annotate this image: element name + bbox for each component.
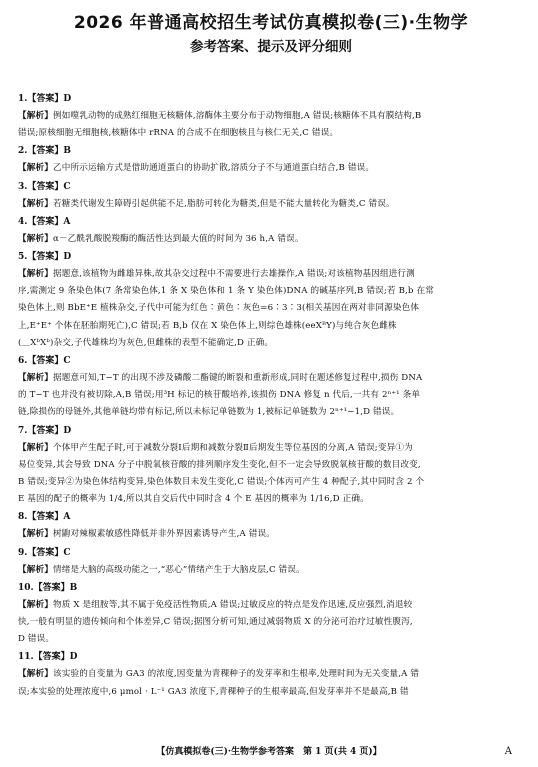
explanation-line: 上,E⁺E⁺ 个体在胚胎期死亡),C 错误;若 B,b 仅在 X 染色体上,则综色雄株(eeXᴮY)与纯合灰色雌株 [18, 320, 397, 331]
page-footer: 【仿真模拟卷(三)·生物学参考答案 第 1 页(共 4 页)】 [156, 747, 382, 757]
answer-explanation [18, 597, 524, 649]
explanation-line [18, 526, 524, 543]
explanation-text: 若糖类代谢发生障碍引起供能不足,脂肪可转化为糖类,但是不能大量转化为糖类,C 错误。 [52, 198, 395, 209]
answer-item [18, 213, 524, 248]
answer-list [18, 90, 524, 701]
explanation-line: 误;本实验的处理浓度中,6 μmol · L⁻¹ GA3 浓度下,青稞种子的生根率最高,但发芽率并不是最高,B 错 [18, 686, 409, 697]
explanation-line [18, 196, 524, 213]
answer-key: 4.【答案】A [18, 216, 71, 227]
answer-explanation [18, 666, 524, 700]
explanation-line: D 错误。 [18, 634, 55, 645]
answer-explanation [18, 370, 524, 422]
explanation-text: 据题意,该植物为雌雄异株,故其杂交过程中不需要进行去雄操作,A 错误;对该植物基因组进行测 [52, 269, 415, 280]
explanation-line: 的 T−T 也并没有被切除,A,B 错误;用³H 标记的核苷酸培养,该损伤 DNA 修复 n 代后,一共有 2ⁿ⁺¹ 条单 [18, 390, 421, 401]
explanation-tag: 【解析】 [18, 198, 53, 209]
answer-item [18, 648, 524, 700]
answer-explanation [18, 231, 524, 248]
answer-item [18, 90, 524, 142]
answer-key: 8.【答案】A [18, 512, 71, 523]
page-subtitle: 参考答案、提示及评分细则 [190, 39, 352, 55]
explanation-line: 快,一般有明显的遗传倾向和个体差异,C 错误;据图分析可知,通过减弱物质 X 的分泌可治疗过敏性腹泻, [18, 617, 413, 628]
explanation-line [18, 666, 524, 683]
answer-explanation [18, 160, 524, 177]
explanation-line [18, 370, 524, 387]
explanation-line [18, 597, 524, 614]
answer-key: 2.【答案】B [18, 146, 72, 157]
answer-explanation [18, 562, 524, 579]
answer-item [18, 352, 524, 422]
explanation-line [18, 108, 524, 125]
explanation-tag: 【解析】 [18, 599, 53, 610]
explanation-tag: 【解析】 [18, 233, 53, 244]
explanation-tag: 【解析】 [18, 163, 53, 174]
explanation-text: α－乙酰乳酸脱羧酶的酶活性达到最大值的时间为 36 h,A 错误。 [52, 233, 304, 244]
explanation-line: 序,需测定 9 条染色体(7 条常染色体,1 条 X 染色体和 1 条 Y 染色体)DNA 的碱基序列,B 错误;若 B,b 在常 [18, 286, 434, 297]
answer-key: 10.【答案】B [18, 582, 78, 593]
explanation-line [18, 160, 524, 177]
explanation-line: B 错误;变异②为染色体结构变异,染色体数目未发生变化,C 错误;个体丙可产生 4 种配子,其中同时含 2 个 [18, 477, 425, 488]
explanation-tag: 【解析】 [18, 373, 53, 384]
page-title: 2026 年普通高校招生考试仿真模拟卷(三)·生物学 [73, 13, 469, 33]
answer-explanation [18, 266, 524, 352]
explanation-line: 易位变异,其会导致 DNA 分子中脱氧核苷酸的排列顺序发生变化,但不一定会导致脱氧核苷酸的数目改变, [18, 459, 421, 470]
answer-item [18, 422, 524, 509]
answer-key: 9.【答案】C [18, 547, 71, 558]
answer-key: 11.【答案】D [18, 652, 78, 663]
answer-item [18, 248, 524, 352]
explanation-text: 据题意可知,T−T 的出现不涉及磷酸二酯键的断裂和重新形成,同时在题述修复过程中,损伤 DNA [52, 373, 423, 384]
explanation-text: 乙中所示运输方式是借助通道蛋白的协助扩散,溶质分子不与通道蛋白结合,B 错误。 [52, 163, 375, 174]
answer-key: 3.【答案】C [18, 181, 71, 192]
explanation-text: 例如噬乳动物的成熟红细胞无核糖体,溶酶体主要分布于动物细胞,A 错误;核糖体不具有膜结构,B [52, 111, 422, 121]
answer-key: 7.【答案】D [18, 425, 72, 436]
answer-item [18, 178, 524, 213]
answer-item [18, 579, 524, 649]
answer-explanation [18, 526, 524, 543]
answer-explanation [18, 196, 524, 213]
explanation-line: 链,除损伤的母链外,其他单链均带有标记,所以未标记单链数为 1,被标记单链数为 2ⁿ⁺¹−1,D 错误。 [18, 407, 400, 418]
explanation-line: E 基因的配子的概率为 1/4,所以其自交后代中同时含 4 个 E 基因的概率为 1/16,D 正确。 [18, 494, 369, 505]
explanation-tag: 【解析】 [18, 564, 53, 575]
explanation-line [18, 266, 524, 283]
explanation-text: 个体甲产生配子时,可于减数分裂Ⅰ后期和减数分裂Ⅱ后期发生等位基因的分离,A 错误;变异①为 [52, 442, 413, 453]
answer-item [18, 544, 524, 579]
explanation-tag: 【解析】 [18, 442, 53, 453]
explanation-tag: 【解析】 [18, 669, 53, 680]
answer-key: 6.【答案】C [18, 356, 71, 367]
explanation-line [18, 440, 524, 457]
explanation-line [18, 231, 524, 248]
explanation-text: 情绪是大脑的高级功能之一,“恶心”情绪产生于大脑皮层,C 错误。 [52, 564, 305, 575]
answer-key: 1.【答案】D [18, 94, 72, 104]
explanation-line [18, 562, 524, 579]
explanation-tag: 【解析】 [18, 111, 53, 121]
explanation-tag: 【解析】 [18, 529, 53, 540]
explanation-text: 该实验的自变量为 GA3 的浓度,因变量为青稞种子的发芽率和生根率,处理时间为无关变量,A 错 [52, 669, 420, 680]
explanation-line: 错误;原核细胞无细胞核,核糖体中 rRNA 的合成不在细胞核且与核仁无关,C 错误。 [18, 128, 339, 139]
explanation-text: 物质 X 是组胺等,其不属于免疫活性物质,A 错误;过敏反应的特点是发作迅速,反应强烈,消退较 [52, 599, 413, 610]
explanation-line: (＿XᵇXᵇ)杂交,子代雄株均为灰色,但雌株的表型不能确定,D 正确。 [18, 337, 274, 348]
answer-explanation [18, 440, 524, 509]
explanation-line: 染色体上,则 BbE⁺E 植株杂交,子代中可能为红色∶黄色∶灰色=6∶3∶3(相关基因在两对非同源染色体 [18, 303, 420, 314]
explanation-text: 树鼩对辣椒素敏感性降低并非外界因素诱导产生,A 错误。 [52, 529, 275, 540]
answer-item [18, 508, 524, 543]
version-tag: A [504, 746, 512, 757]
answer-item [18, 142, 524, 177]
answer-explanation [18, 108, 524, 142]
answer-key: 5.【答案】D [18, 252, 72, 263]
explanation-tag: 【解析】 [18, 269, 53, 280]
